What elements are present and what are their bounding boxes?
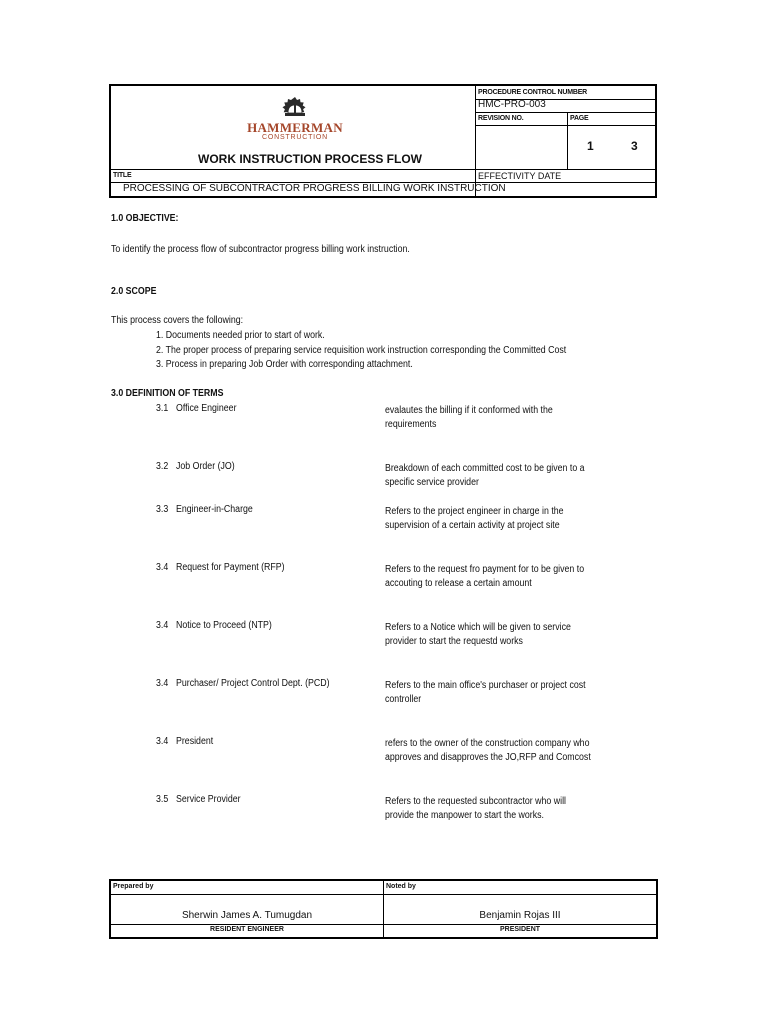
company-subname: CONSTRUCTION <box>262 134 328 141</box>
term-definition: accouting to release a certain amount <box>385 578 532 589</box>
term-number: 3.2 <box>156 461 169 472</box>
effectivity-label: EFFECTIVITY DATE <box>478 171 562 181</box>
hardhat-gear-icon <box>282 96 308 120</box>
term-definition: provide the manpower to start the works. <box>385 810 544 821</box>
term-definition: approves and disapproves the JO,RFP and Comcost <box>385 752 591 763</box>
term-name: Service Provider <box>176 794 241 805</box>
term-name: President <box>176 736 214 747</box>
title-label: TITLE <box>113 172 132 179</box>
procedure-control-label: PROCEDURE CONTROL NUMBER <box>478 89 588 96</box>
signature-table <box>109 879 658 939</box>
term-definition: refers to the owner of the construction company who <box>385 738 590 749</box>
prepared-by-role: RESIDENT ENGINEER <box>210 926 284 933</box>
term-name: Request for Payment (RFP) <box>176 562 285 573</box>
header-table <box>109 84 657 198</box>
term-definition: evalautes the billing if it conformed with the <box>385 405 553 416</box>
revision-label: REVISION NO. <box>478 115 524 122</box>
term-number: 3.4 <box>156 620 169 631</box>
procedure-control-value: HMC-PRO-003 <box>478 99 546 110</box>
term-name: Purchaser/ Project Control Dept. (PCD) <box>176 678 330 689</box>
scope-item: 1. Documents needed prior to start of work. <box>156 330 325 341</box>
scope-heading: 2.0 SCOPE <box>111 286 157 297</box>
term-name: Office Engineer <box>176 403 237 414</box>
company-name: HAMMERMAN <box>247 120 343 135</box>
term-name: Engineer-in-Charge <box>176 504 253 515</box>
scope-intro: This process covers the following: <box>111 315 244 326</box>
term-definition: Refers to the main office's purchaser or project cost <box>385 680 586 691</box>
page-total: 3 <box>631 139 638 153</box>
term-number: 3.3 <box>156 504 169 515</box>
term-name: Job Order (JO) <box>176 461 235 472</box>
prepared-by-label: Prepared by <box>113 883 154 890</box>
term-definition: specific service provider <box>385 477 479 488</box>
prepared-by-name: Sherwin James A. Tumugdan <box>181 910 313 921</box>
term-definition: Breakdown of each committed cost to be given to a <box>385 463 585 474</box>
term-definition: Refers to the requested subcontractor who will <box>385 796 566 807</box>
page-label: PAGE <box>570 115 589 122</box>
term-definition: provider to start the requestd works <box>385 636 523 647</box>
page-current: 1 <box>587 139 594 153</box>
term-definition: requirements <box>385 419 437 430</box>
definitions-heading: 3.0 DEFINITION OF TERMS <box>111 388 224 399</box>
noted-by-label: Noted by <box>386 883 416 890</box>
term-definition: Refers to the project engineer in charge in the <box>385 506 564 517</box>
term-definition: Refers to a Notice which will be given to service <box>385 622 571 633</box>
noted-by-role: PRESIDENT <box>499 926 541 933</box>
term-number: 3.1 <box>156 403 169 414</box>
document-title: WORK INSTRUCTION PROCESS FLOW <box>198 152 422 166</box>
objective-text: To identify the process flow of subcontractor progress billing work instruction. <box>111 244 410 255</box>
term-definition: Refers to the request fro payment for to be given to <box>385 564 585 575</box>
term-number: 3.5 <box>156 794 169 805</box>
term-definition: supervision of a certain activity at project site <box>385 520 560 531</box>
term-number: 3.4 <box>156 678 169 689</box>
scope-item: 2. The proper process of preparing service requisition work instruction corresponding the Committed Cost <box>156 345 567 356</box>
term-number: 3.4 <box>156 736 169 747</box>
scope-item: 3. Process in preparing Job Order with corresponding attachment. <box>156 359 413 370</box>
noted-by-name: Benjamin Rojas III <box>479 910 561 921</box>
term-number: 3.4 <box>156 562 169 573</box>
term-name: Notice to Proceed (NTP) <box>176 620 272 631</box>
term-definition: controller <box>385 694 422 705</box>
company-logo <box>239 96 351 142</box>
title-value: PROCESSING OF SUBCONTRACTOR PROGRESS BILLING WORK INSTRUCTION <box>123 183 506 194</box>
objective-heading: 1.0 OBJECTIVE: <box>111 213 179 224</box>
